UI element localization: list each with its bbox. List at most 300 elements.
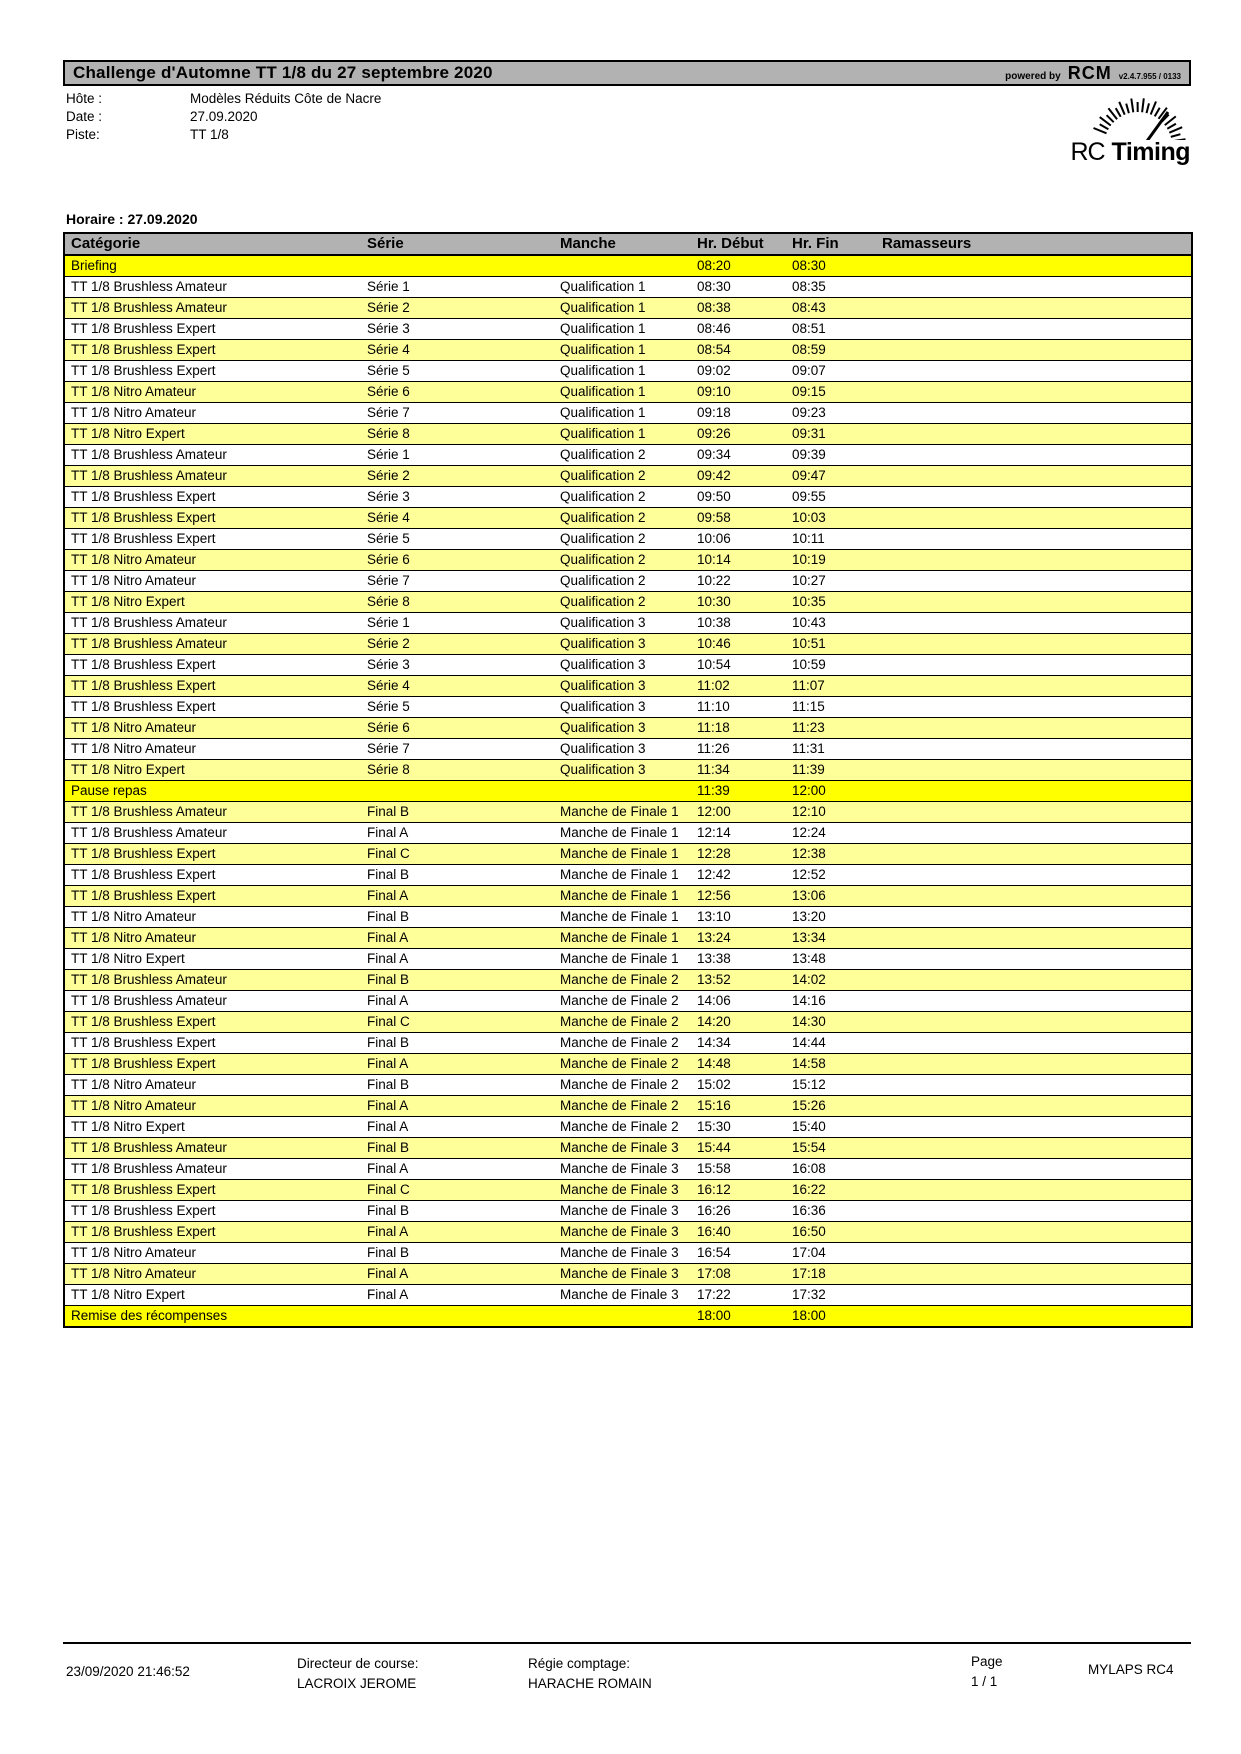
- cell-serie: Final A: [361, 949, 554, 970]
- schedule-table: [63, 232, 1193, 1328]
- cell-categorie: TT 1/8 Brushless Expert: [64, 886, 361, 907]
- cell-hr-debut: 13:52: [691, 970, 786, 991]
- cell-manche: Manche de Finale 2: [554, 1012, 691, 1033]
- table-row: [64, 844, 1192, 865]
- cell-hr-fin: 13:48: [786, 949, 876, 970]
- cell-manche: Qualification 1: [554, 340, 691, 361]
- cell-hr-fin: 15:40: [786, 1117, 876, 1138]
- table-row: [64, 1243, 1192, 1264]
- cell-hr-debut: 08:38: [691, 298, 786, 319]
- column-header-hr-debut: Hr. Début: [691, 233, 786, 255]
- table-row: [64, 886, 1192, 907]
- table-row: [64, 1180, 1192, 1201]
- table-row: [64, 907, 1192, 928]
- cell-hr-fin: 18:00: [786, 1306, 876, 1328]
- cell-categorie: TT 1/8 Nitro Expert: [64, 424, 361, 445]
- cell-hr-debut: 11:39: [691, 781, 786, 802]
- table-row: [64, 718, 1192, 739]
- cell-serie: Série 6: [361, 718, 554, 739]
- cell-manche: Qualification 1: [554, 298, 691, 319]
- table-row: [64, 1159, 1192, 1180]
- column-header-categorie: Catégorie: [64, 233, 361, 255]
- cell-categorie: TT 1/8 Nitro Expert: [64, 949, 361, 970]
- cell-categorie: TT 1/8 Nitro Amateur: [64, 1075, 361, 1096]
- cell-serie: Série 5: [361, 529, 554, 550]
- cell-hr-fin: 14:16: [786, 991, 876, 1012]
- table-row: [64, 634, 1192, 655]
- cell-manche: Manche de Finale 1: [554, 949, 691, 970]
- cell-hr-debut: 09:50: [691, 487, 786, 508]
- table-row: [64, 781, 1192, 802]
- cell-ramasseurs: [876, 1054, 1192, 1075]
- cell-manche: Manche de Finale 1: [554, 886, 691, 907]
- cell-hr-fin: 11:23: [786, 718, 876, 739]
- cell-hr-debut: 11:18: [691, 718, 786, 739]
- cell-ramasseurs: [876, 277, 1192, 298]
- host-value: Modèles Réduits Côte de Nacre: [190, 91, 382, 106]
- cell-categorie: TT 1/8 Nitro Amateur: [64, 928, 361, 949]
- cell-hr-debut: 17:08: [691, 1264, 786, 1285]
- table-row: [64, 1012, 1192, 1033]
- cell-hr-fin: 10:51: [786, 634, 876, 655]
- cell-ramasseurs: [876, 298, 1192, 319]
- table-row: [64, 655, 1192, 676]
- race-director-label: Directeur de course:: [297, 1656, 419, 1671]
- cell-ramasseurs: [876, 592, 1192, 613]
- cell-serie: Final B: [361, 865, 554, 886]
- cell-categorie: TT 1/8 Brushless Amateur: [64, 613, 361, 634]
- cell-serie: Série 4: [361, 508, 554, 529]
- cell-ramasseurs: [876, 1243, 1192, 1264]
- table-row: [64, 970, 1192, 991]
- table-row: [64, 949, 1192, 970]
- cell-serie: Série 1: [361, 277, 554, 298]
- cell-manche: Manche de Finale 3: [554, 1264, 691, 1285]
- cell-hr-fin: 10:27: [786, 571, 876, 592]
- cell-serie: Série 8: [361, 592, 554, 613]
- cell-serie: Série 8: [361, 424, 554, 445]
- cell-ramasseurs: [876, 970, 1192, 991]
- column-header-manche: Manche: [554, 233, 691, 255]
- cell-serie: Série 6: [361, 382, 554, 403]
- cell-hr-debut: 09:42: [691, 466, 786, 487]
- table-row: [64, 487, 1192, 508]
- cell-serie: Final B: [361, 1201, 554, 1222]
- cell-hr-debut: 15:30: [691, 1117, 786, 1138]
- cell-hr-fin: 16:50: [786, 1222, 876, 1243]
- host-label: Hôte :: [66, 91, 103, 106]
- cell-categorie: TT 1/8 Nitro Expert: [64, 1285, 361, 1306]
- cell-manche: Qualification 2: [554, 466, 691, 487]
- cell-ramasseurs: [876, 928, 1192, 949]
- cell-hr-fin: 11:31: [786, 739, 876, 760]
- cell-hr-fin: 11:39: [786, 760, 876, 781]
- cell-serie: Série 4: [361, 676, 554, 697]
- cell-manche: Manche de Finale 1: [554, 928, 691, 949]
- cell-hr-fin: 12:52: [786, 865, 876, 886]
- cell-hr-debut: 15:16: [691, 1096, 786, 1117]
- cell-manche: Manche de Finale 2: [554, 1117, 691, 1138]
- cell-ramasseurs: [876, 319, 1192, 340]
- cell-hr-debut: 18:00: [691, 1306, 786, 1328]
- cell-manche: Manche de Finale 3: [554, 1138, 691, 1159]
- cell-categorie: TT 1/8 Brushless Amateur: [64, 466, 361, 487]
- cell-hr-debut: 09:34: [691, 445, 786, 466]
- cell-hr-fin: 14:44: [786, 1033, 876, 1054]
- cell-categorie: TT 1/8 Brushless Expert: [64, 508, 361, 529]
- cell-serie: Final B: [361, 1075, 554, 1096]
- table-row: [64, 466, 1192, 487]
- cell-hr-debut: 08:54: [691, 340, 786, 361]
- cell-categorie: Briefing: [64, 255, 361, 277]
- table-row: [64, 760, 1192, 781]
- cell-serie: Final A: [361, 1054, 554, 1075]
- cell-hr-fin: 16:22: [786, 1180, 876, 1201]
- cell-categorie: TT 1/8 Brushless Expert: [64, 529, 361, 550]
- date-value: 27.09.2020: [190, 109, 258, 124]
- track-row: [66, 126, 381, 144]
- cell-hr-fin: 11:15: [786, 697, 876, 718]
- cell-hr-debut: 13:10: [691, 907, 786, 928]
- cell-categorie: TT 1/8 Nitro Amateur: [64, 1243, 361, 1264]
- cell-hr-debut: 08:30: [691, 277, 786, 298]
- cell-serie: Série 2: [361, 298, 554, 319]
- cell-ramasseurs: [876, 655, 1192, 676]
- powered-by-block: [1005, 63, 1181, 84]
- cell-serie: Série 1: [361, 445, 554, 466]
- cell-ramasseurs: [876, 823, 1192, 844]
- cell-ramasseurs: [876, 613, 1192, 634]
- cell-categorie: TT 1/8 Nitro Amateur: [64, 739, 361, 760]
- cell-ramasseurs: [876, 1222, 1192, 1243]
- date-label: Date :: [66, 109, 103, 124]
- table-row: [64, 1033, 1192, 1054]
- cell-hr-fin: 08:30: [786, 255, 876, 277]
- cell-ramasseurs: [876, 550, 1192, 571]
- cell-ramasseurs: [876, 403, 1192, 424]
- table-row: [64, 361, 1192, 382]
- cell-categorie: TT 1/8 Nitro Amateur: [64, 403, 361, 424]
- cell-manche: Qualification 2: [554, 487, 691, 508]
- page-value: 1 / 1: [971, 1674, 998, 1689]
- cell-ramasseurs: [876, 508, 1192, 529]
- rc-timing-gauge-ticks: [1094, 98, 1186, 140]
- cell-serie: Final B: [361, 1033, 554, 1054]
- cell-categorie: TT 1/8 Brushless Expert: [64, 697, 361, 718]
- cell-manche: Qualification 3: [554, 655, 691, 676]
- cell-hr-fin: 09:31: [786, 424, 876, 445]
- cell-ramasseurs: [876, 424, 1192, 445]
- logo-timing-text: Timing: [1111, 138, 1190, 166]
- cell-categorie: TT 1/8 Nitro Amateur: [64, 1096, 361, 1117]
- cell-manche: Qualification 3: [554, 718, 691, 739]
- cell-hr-debut: 10:14: [691, 550, 786, 571]
- gauge-icon: [1050, 88, 1190, 140]
- cell-serie: Série 5: [361, 697, 554, 718]
- cell-ramasseurs: [876, 361, 1192, 382]
- cell-hr-fin: 12:38: [786, 844, 876, 865]
- cell-hr-debut: 11:10: [691, 697, 786, 718]
- cell-categorie: TT 1/8 Brushless Expert: [64, 865, 361, 886]
- cell-ramasseurs: [876, 1096, 1192, 1117]
- table-row: [64, 550, 1192, 571]
- cell-serie: Série 6: [361, 550, 554, 571]
- cell-hr-debut: 16:26: [691, 1201, 786, 1222]
- cell-manche: Manche de Finale 2: [554, 991, 691, 1012]
- cell-manche: Qualification 2: [554, 571, 691, 592]
- cell-categorie: TT 1/8 Nitro Expert: [64, 1117, 361, 1138]
- cell-manche: Qualification 2: [554, 550, 691, 571]
- cell-categorie: TT 1/8 Brushless Expert: [64, 1033, 361, 1054]
- timekeeping-block: [528, 1654, 652, 1694]
- cell-ramasseurs: [876, 1285, 1192, 1306]
- cell-hr-debut: 08:46: [691, 319, 786, 340]
- cell-hr-fin: 09:07: [786, 361, 876, 382]
- cell-categorie: TT 1/8 Brushless Expert: [64, 487, 361, 508]
- cell-ramasseurs: [876, 844, 1192, 865]
- cell-ramasseurs: [876, 802, 1192, 823]
- cell-hr-debut: 16:12: [691, 1180, 786, 1201]
- cell-manche: Manche de Finale 1: [554, 802, 691, 823]
- cell-hr-debut: 13:24: [691, 928, 786, 949]
- cell-hr-debut: 10:38: [691, 613, 786, 634]
- cell-ramasseurs: [876, 991, 1192, 1012]
- cell-categorie: TT 1/8 Brushless Expert: [64, 340, 361, 361]
- cell-hr-debut: 12:42: [691, 865, 786, 886]
- cell-hr-debut: 10:30: [691, 592, 786, 613]
- cell-categorie: TT 1/8 Brushless Amateur: [64, 277, 361, 298]
- rc-timing-wordmark: [1030, 140, 1190, 164]
- cell-manche: Qualification 3: [554, 634, 691, 655]
- table-row: [64, 255, 1192, 277]
- cell-serie: Final A: [361, 1222, 554, 1243]
- rcm-brand: RCM: [1067, 62, 1112, 83]
- page-title: Challenge d'Automne TT 1/8 du 27 septembre 2020: [73, 63, 493, 82]
- cell-hr-fin: 10:59: [786, 655, 876, 676]
- table-row: [64, 277, 1192, 298]
- race-director-name: LACROIX JEROME: [297, 1676, 417, 1691]
- cell-manche: Qualification 3: [554, 676, 691, 697]
- cell-serie: Final C: [361, 844, 554, 865]
- cell-categorie: TT 1/8 Nitro Amateur: [64, 718, 361, 739]
- cell-categorie: TT 1/8 Brushless Expert: [64, 1054, 361, 1075]
- cell-ramasseurs: [876, 1264, 1192, 1285]
- cell-hr-debut: 10:54: [691, 655, 786, 676]
- cell-hr-fin: 09:55: [786, 487, 876, 508]
- cell-serie: Série 5: [361, 361, 554, 382]
- cell-hr-debut: 13:38: [691, 949, 786, 970]
- cell-serie: Final C: [361, 1012, 554, 1033]
- table-row: [64, 928, 1192, 949]
- cell-hr-debut: 12:28: [691, 844, 786, 865]
- cell-ramasseurs: [876, 487, 1192, 508]
- cell-hr-fin: 09:15: [786, 382, 876, 403]
- cell-hr-fin: 09:23: [786, 403, 876, 424]
- cell-ramasseurs: [876, 865, 1192, 886]
- cell-ramasseurs: [876, 634, 1192, 655]
- cell-hr-debut: 16:54: [691, 1243, 786, 1264]
- cell-manche: Qualification 1: [554, 319, 691, 340]
- cell-ramasseurs: [876, 1012, 1192, 1033]
- cell-manche: Qualification 1: [554, 277, 691, 298]
- cell-ramasseurs: [876, 529, 1192, 550]
- cell-categorie: TT 1/8 Brushless Amateur: [64, 634, 361, 655]
- table-row: [64, 676, 1192, 697]
- cell-serie: Final B: [361, 802, 554, 823]
- cell-categorie: TT 1/8 Nitro Expert: [64, 760, 361, 781]
- table-row: [64, 529, 1192, 550]
- table-row: [64, 571, 1192, 592]
- cell-hr-fin: 17:04: [786, 1243, 876, 1264]
- track-label: Piste:: [66, 127, 100, 142]
- cell-categorie: TT 1/8 Brushless Amateur: [64, 991, 361, 1012]
- table-row: [64, 697, 1192, 718]
- cell-ramasseurs: [876, 1201, 1192, 1222]
- cell-manche: Manche de Finale 2: [554, 1075, 691, 1096]
- cell-ramasseurs: [876, 739, 1192, 760]
- cell-categorie: TT 1/8 Brushless Expert: [64, 1201, 361, 1222]
- cell-categorie: TT 1/8 Brushless Expert: [64, 844, 361, 865]
- cell-ramasseurs: [876, 445, 1192, 466]
- cell-ramasseurs: [876, 382, 1192, 403]
- cell-serie: Série 7: [361, 571, 554, 592]
- cell-hr-debut: 15:02: [691, 1075, 786, 1096]
- cell-ramasseurs: [876, 907, 1192, 928]
- cell-serie: Final A: [361, 1096, 554, 1117]
- cell-hr-fin: 10:11: [786, 529, 876, 550]
- page-footer: [63, 1642, 1191, 1702]
- host-row: [66, 90, 381, 108]
- cell-manche: Qualification 1: [554, 382, 691, 403]
- cell-hr-debut: 09:26: [691, 424, 786, 445]
- table-row: [64, 1306, 1192, 1328]
- table-row: [64, 592, 1192, 613]
- cell-serie: Série 7: [361, 739, 554, 760]
- cell-hr-fin: 10:19: [786, 550, 876, 571]
- cell-serie: Final B: [361, 970, 554, 991]
- cell-serie: Final C: [361, 1180, 554, 1201]
- table-row: [64, 1075, 1192, 1096]
- cell-ramasseurs: [876, 676, 1192, 697]
- cell-ramasseurs: [876, 1306, 1192, 1328]
- cell-categorie: TT 1/8 Brushless Expert: [64, 361, 361, 382]
- table-header-row: [64, 233, 1192, 255]
- cell-ramasseurs: [876, 886, 1192, 907]
- schedule-heading: Horaire : 27.09.2020: [66, 211, 198, 227]
- cell-hr-fin: 14:30: [786, 1012, 876, 1033]
- cell-manche: Manche de Finale 3: [554, 1159, 691, 1180]
- cell-hr-debut: 15:44: [691, 1138, 786, 1159]
- cell-serie: Série 8: [361, 760, 554, 781]
- cell-hr-debut: 09:18: [691, 403, 786, 424]
- cell-serie: Série 1: [361, 613, 554, 634]
- cell-serie: Série 3: [361, 319, 554, 340]
- cell-hr-debut: 09:10: [691, 382, 786, 403]
- cell-categorie: TT 1/8 Nitro Amateur: [64, 1264, 361, 1285]
- cell-hr-fin: 12:00: [786, 781, 876, 802]
- cell-serie: Série 4: [361, 340, 554, 361]
- cell-manche: Qualification 3: [554, 613, 691, 634]
- cell-ramasseurs: [876, 760, 1192, 781]
- table-row: [64, 1201, 1192, 1222]
- cell-manche: Qualification 3: [554, 760, 691, 781]
- cell-categorie: TT 1/8 Nitro Amateur: [64, 382, 361, 403]
- cell-categorie: TT 1/8 Brushless Expert: [64, 1222, 361, 1243]
- cell-categorie: TT 1/8 Nitro Expert: [64, 592, 361, 613]
- cell-hr-fin: 11:07: [786, 676, 876, 697]
- cell-ramasseurs: [876, 1117, 1192, 1138]
- cell-serie: [361, 1306, 554, 1328]
- table-row: [64, 1054, 1192, 1075]
- cell-hr-debut: 14:34: [691, 1033, 786, 1054]
- cell-manche: Qualification 1: [554, 403, 691, 424]
- cell-hr-debut: 12:00: [691, 802, 786, 823]
- cell-manche: Qualification 2: [554, 445, 691, 466]
- cell-ramasseurs: [876, 718, 1192, 739]
- cell-categorie: TT 1/8 Brushless Expert: [64, 676, 361, 697]
- cell-hr-debut: 08:20: [691, 255, 786, 277]
- cell-hr-fin: 10:03: [786, 508, 876, 529]
- cell-manche: Manche de Finale 3: [554, 1201, 691, 1222]
- cell-categorie: TT 1/8 Brushless Amateur: [64, 823, 361, 844]
- cell-categorie: TT 1/8 Brushless Expert: [64, 319, 361, 340]
- cell-hr-debut: 15:58: [691, 1159, 786, 1180]
- cell-hr-fin: 08:35: [786, 277, 876, 298]
- timekeeping-label: Régie comptage:: [528, 1656, 631, 1671]
- software-name: MYLAPS RC4: [1088, 1662, 1174, 1677]
- cell-manche: Manche de Finale 3: [554, 1180, 691, 1201]
- table-row: [64, 802, 1192, 823]
- cell-categorie: TT 1/8 Nitro Amateur: [64, 550, 361, 571]
- cell-categorie: TT 1/8 Brushless Amateur: [64, 445, 361, 466]
- cell-hr-fin: 10:35: [786, 592, 876, 613]
- cell-manche: Manche de Finale 2: [554, 970, 691, 991]
- cell-ramasseurs: [876, 781, 1192, 802]
- cell-ramasseurs: [876, 466, 1192, 487]
- cell-hr-fin: 08:43: [786, 298, 876, 319]
- table-row: [64, 1138, 1192, 1159]
- cell-hr-debut: 11:34: [691, 760, 786, 781]
- cell-categorie: TT 1/8 Nitro Amateur: [64, 571, 361, 592]
- cell-hr-fin: 08:51: [786, 319, 876, 340]
- cell-ramasseurs: [876, 949, 1192, 970]
- cell-categorie: TT 1/8 Brushless Amateur: [64, 1138, 361, 1159]
- page-number-block: [971, 1652, 1003, 1692]
- table-row: [64, 298, 1192, 319]
- cell-hr-debut: 10:06: [691, 529, 786, 550]
- cell-hr-debut: 09:58: [691, 508, 786, 529]
- cell-hr-debut: 14:48: [691, 1054, 786, 1075]
- cell-categorie: TT 1/8 Brushless Amateur: [64, 802, 361, 823]
- cell-hr-fin: 15:12: [786, 1075, 876, 1096]
- generated-timestamp: 23/09/2020 21:46:52: [66, 1664, 190, 1679]
- page-label: Page: [971, 1654, 1003, 1669]
- cell-ramasseurs: [876, 1180, 1192, 1201]
- cell-manche: [554, 781, 691, 802]
- table-row: [64, 1096, 1192, 1117]
- table-row: [64, 1117, 1192, 1138]
- cell-categorie: TT 1/8 Brushless Expert: [64, 655, 361, 676]
- cell-hr-debut: 10:46: [691, 634, 786, 655]
- cell-serie: Série 3: [361, 487, 554, 508]
- cell-hr-fin: 12:24: [786, 823, 876, 844]
- cell-hr-fin: 13:34: [786, 928, 876, 949]
- cell-ramasseurs: [876, 697, 1192, 718]
- powered-by-label: powered by: [1005, 70, 1061, 82]
- cell-manche: Qualification 1: [554, 424, 691, 445]
- cell-categorie: Pause repas: [64, 781, 361, 802]
- cell-manche: Manche de Finale 3: [554, 1222, 691, 1243]
